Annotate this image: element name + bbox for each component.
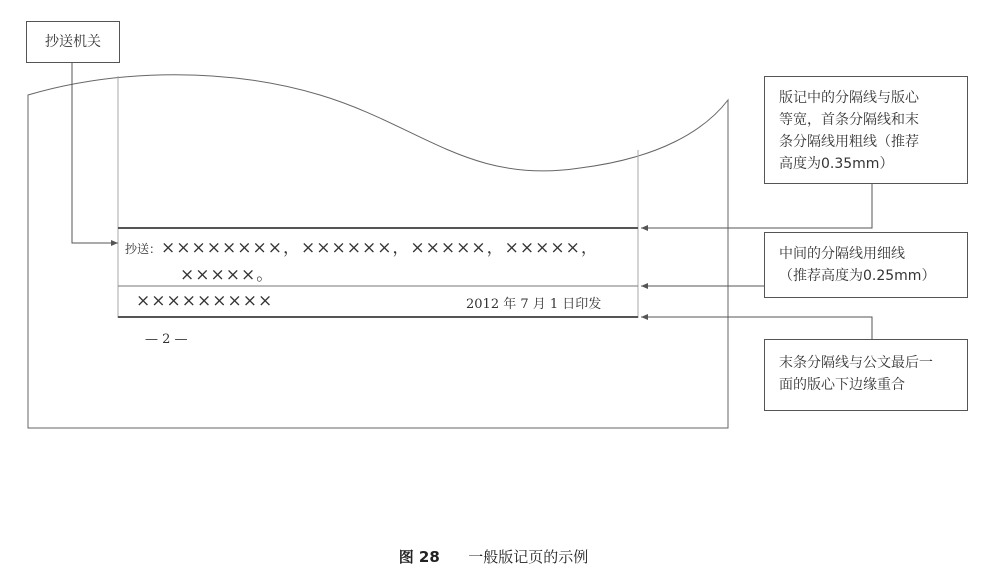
width-note-line: 版记中的分隔线与版心 [779, 90, 919, 106]
bottom-note-line: 末条分隔线与公文最后一 [779, 355, 933, 371]
width-note-connector-arrow [641, 184, 872, 228]
copy-to-recipients-line-2: ×××××。 [180, 265, 275, 285]
last-line-note-callout [764, 339, 968, 411]
middle-line-note-callout [764, 232, 968, 298]
copy-to-recipients-line-1: ××××××××，××××××，×××××，×××××， [161, 238, 599, 258]
figure-caption [0, 546, 987, 567]
copy-to-organ-label-box [26, 21, 120, 63]
copy-to-line-1 [125, 233, 599, 258]
issuing-organ: ××××××××× [136, 291, 274, 311]
figure-number: 图 28 [398, 548, 440, 566]
copy-to-organ-label: 抄送机关 [45, 34, 101, 50]
copy-to-label: 抄送： [125, 242, 162, 256]
width-note-line: 等宽，首条分隔线和末 [779, 112, 919, 128]
bottom-note-line: 面的版心下边缘重合 [779, 377, 905, 393]
width-note-line: 条分隔线用粗线（推荐 [779, 134, 919, 150]
middle-note-line: （推荐高度为0.25mm） [779, 268, 936, 284]
width-note-callout [764, 76, 968, 184]
page-number: — 2 — [145, 332, 188, 347]
copy-to-connector-arrow [72, 63, 118, 243]
figure-title: 一般版记页的示例 [468, 548, 589, 566]
issue-date: 2012 年 7 月 1 日印发 [466, 297, 602, 312]
middle-note-line: 中间的分隔线用细线 [779, 246, 905, 262]
bottom-note-connector-arrow [641, 317, 872, 339]
width-note-line: 高度为0.35mm） [779, 156, 894, 172]
